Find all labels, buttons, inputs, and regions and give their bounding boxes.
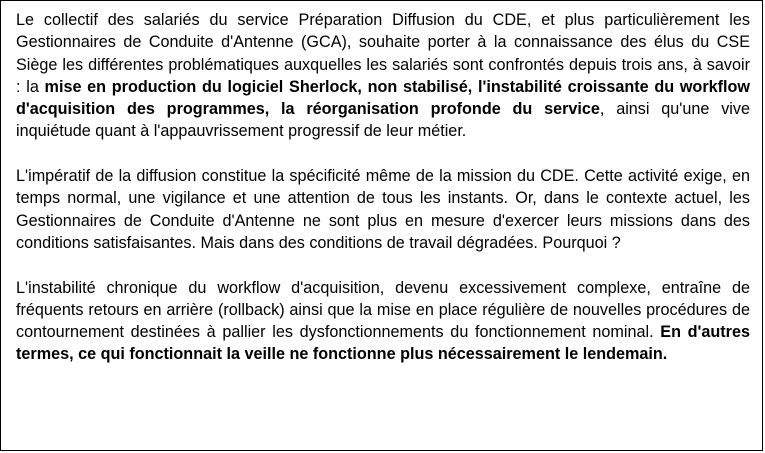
text-segment: Le collectif des salariés du service Préparation Diffusion du CDE, et plus particulièrement les Gestionnaires de Conduite d'Antenne (GCA), souhaite porter à la connaissance des élus du CSE Siège les différentes problématiques auxquelles les salariés sont confrontés depuis trois ans, à savoir : la <box>16 11 750 96</box>
paragraph-problematiques <box>16 9 750 143</box>
text-segment-bold: mise en production du logiciel Sherlock, non stabilisé, l'instabilité croissante du workflow d'acquisition des programmes, la réorganisation profonde du service <box>16 77 750 119</box>
document-body <box>16 9 750 366</box>
text-segment: L'impératif de la diffusion constitue la spécificité même de la mission du CDE. Cette activité exige, en temps normal, une vigilance et une attention de tous les instants. Or, dans le contexte actuel, les Gestionnaires de Conduite d'Antenne ne sont plus en mesure d'exercer leurs missions dans des conditions satisfaisantes. Mais dans des conditions de travail dégradées. Pourquoi ? <box>16 167 750 252</box>
text-segment: L'instabilité chronique du workflow d'acquisition, devenu excessivement complexe, entraîne de fréquents retours en arrière (rollback) ainsi que la mise en place régulière de nouvelles procédures de contournement destinées à pallier les dysfonctionnements du fonctionnement nominal. <box>16 278 750 342</box>
text-segment-bold: En d'autres termes, ce qui fonctionnait la veille ne fonctionne plus nécessairement le lendemain. <box>16 323 750 364</box>
paragraph-instabilite-workflow <box>16 277 750 366</box>
paragraph-imperatif-diffusion <box>16 165 750 254</box>
text-segment: , ainsi qu'une vive inquiétude quant à l'appauvrissement progressif de leur métier. <box>16 100 750 141</box>
